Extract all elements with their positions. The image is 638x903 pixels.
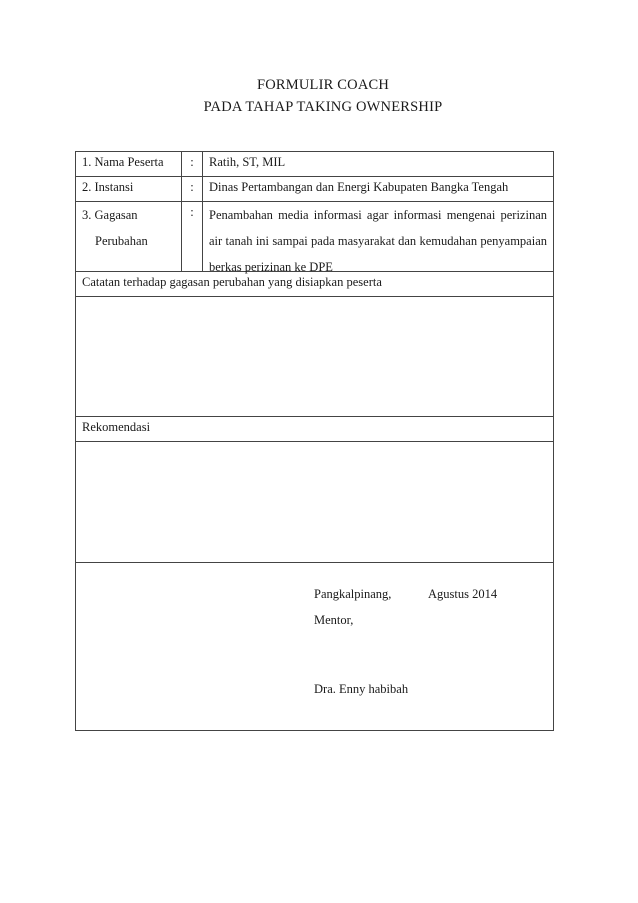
nama-peserta-value: Ratih, ST, MIL (209, 155, 286, 169)
gagasan-label-line2: Perubahan (95, 234, 148, 248)
row-instansi (76, 177, 553, 202)
row-gagasan-perubahan (76, 202, 553, 272)
gagasan-label (76, 202, 182, 271)
signature-place: Pangkalpinang, (314, 587, 392, 601)
form-title-line2: PADA TAHAP TAKING OWNERSHIP (203, 99, 443, 115)
rekomendasi-label: Rekomendasi (82, 420, 151, 434)
coach-form-table (75, 151, 554, 731)
instansi-label: 2. Instansi (76, 177, 182, 201)
gagasan-colon: : (182, 202, 203, 271)
row-nama-peserta (76, 152, 553, 177)
row-catatan-header (76, 272, 553, 297)
signature-date: Agustus 2014 (428, 587, 498, 601)
catatan-field[interactable] (76, 297, 553, 417)
nama-peserta-colon: : (182, 152, 203, 176)
signature-role: Mentor, (314, 613, 354, 627)
row-rekomendasi-header (76, 417, 553, 442)
form-title-line1: FORMULIR COACH (256, 77, 390, 93)
rekomendasi-field[interactable] (76, 442, 553, 563)
signature-name: Dra. Enny habibah (314, 682, 409, 696)
catatan-label: Catatan terhadap gagasan perubahan yang disiapkan peserta (82, 275, 382, 289)
gagasan-value: Penambahan media informasi agar informasi mengenai perizinan air tanah ini sampai pada masyarakat dan kemudahan penyampaian berkas perizinan ke DPE (209, 208, 547, 274)
nama-peserta-label: 1. Nama Peserta (76, 152, 182, 176)
instansi-value: Dinas Pertambangan dan Energi Kabupaten Bangka Tengah (209, 180, 509, 194)
gagasan-label-line1: 3. Gagasan (82, 208, 138, 222)
instansi-colon: : (182, 177, 203, 201)
signature-block (76, 563, 553, 730)
